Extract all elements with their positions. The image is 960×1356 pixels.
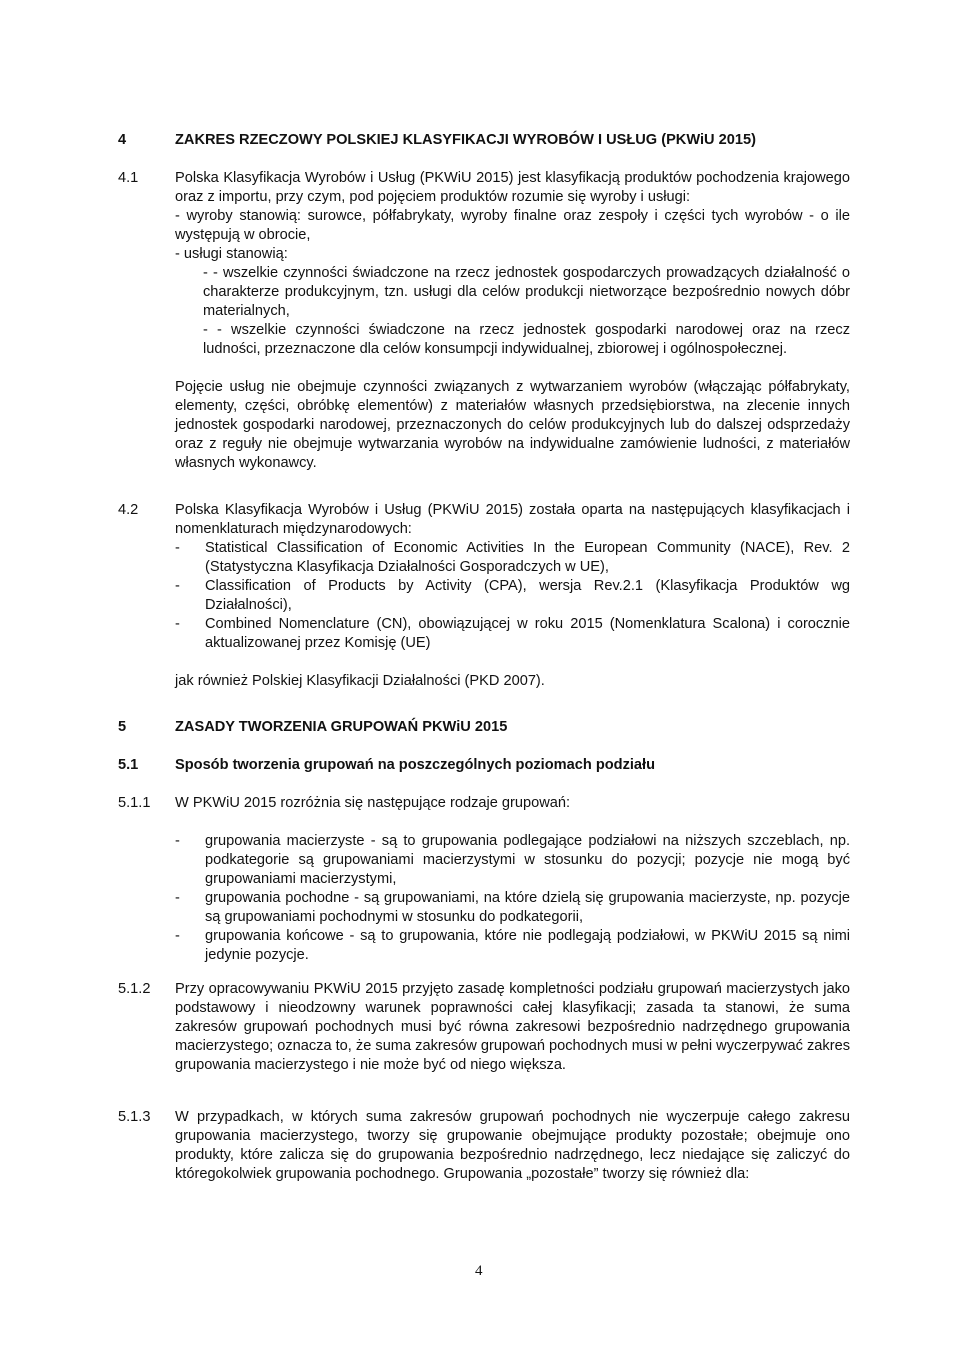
list-item: - usługi stanowią: — [175, 246, 288, 262]
list-item-text: grupowania końcowe - są to grupowania, które nie podlegają podziałowi, w PKWiU 2015 są nimi jedynie pozycje. — [205, 928, 850, 963]
paragraph: Pojęcie usług nie obejmuje czynności związanych z wytwarzaniem wyrobów (włączając półfabrykaty, elementy, części, obróbkę elementów) z materiałów własnych przedsiębiorstwa, na zlecenie innych jednostek gospodarki narodowej, przeznaczonych do celów produkcyjnych lub do dalszej odsprzedaży oraz z reguły nie obejmuje wytwarzania wyrobów na indywidualne zamówienie ludności, z materiałów własnych wykonawcy. — [175, 379, 850, 471]
dash-bullet: - — [175, 616, 180, 632]
section-body — [175, 980, 850, 1075]
sub-list-item: - - wszelkie czynności świadczone na rzecz jednostek gospodarki narodowej oraz na rzecz ludności, przeznaczone dla celów konsumpcji indywidualnej, zbiorowej i ogólnospołecznej. — [203, 322, 850, 357]
section-number: 5.1.1 — [118, 795, 151, 811]
paragraph: W przypadkach, w których suma zakresów grupowań pochodnych nie wyczerpuje całego zakresu grupowania macierzystego, tworzy się grupowanie obejmujące produkty pozostałe; obejmuje ono produkty, które zalicza się do grupowania bezpośrednio nadrzędnego, lecz niedające się zaliczyć do któregokolwiek grupowania pochodnego. Grupowania „pozostałe” tworzy się również dla: — [175, 1109, 850, 1182]
section-body — [175, 794, 850, 965]
section-body — [175, 1108, 850, 1184]
paragraph: W PKWiU 2015 rozróżnia się następujące rodzaje grupowań: — [175, 795, 571, 811]
paragraph: Przy opracowywaniu PKWiU 2015 przyjęto zasadę kompletności podziału grupowań macierzystych jako podstawowy i nieodzowny warunek poprawności całej klasyfikacji; zasada ta stanowi, że suma zakresów grupowań pochodnych musi być równa zakresowi bezpośrednio nadrzędnego grupowania macierzystego; oznacza to, że suma zakresów grupowań pochodnych musi w pełni wyczerpywać zakres grupowania macierzystego i nie może być od niego większa. — [175, 981, 850, 1073]
list-item-text: Combined Nomenclature (CN), obowiązującej w roku 2015 (Nomenklatura Scalona) i corocznie aktualizowanej przez Komisję (UE) — [205, 616, 850, 651]
section-number: 4.1 — [118, 170, 139, 186]
section-title: Sposób tworzenia grupowań na poszczególnych poziomach podziału — [175, 757, 656, 773]
section-title: ZAKRES RZECZOWY POLSKIEJ KLASYFIKACJI WYROBÓW I USŁUG (PKWiU 2015) — [175, 132, 756, 148]
dash-bullet: - — [175, 540, 180, 556]
list-item-text: grupowania pochodne - są grupowaniami, na które dzielą się grupowania macierzyste, np. pozycje są grupowaniami pochodnymi w stosunku do podkategorii, — [205, 890, 850, 925]
section-number: 5.1.3 — [118, 1109, 151, 1125]
section-number: 4 — [118, 132, 127, 148]
list-item — [175, 539, 850, 577]
dash-bullet: - — [175, 833, 180, 849]
list-item — [175, 927, 850, 965]
sub-list-item: - - wszelkie czynności świadczone na rzecz jednostek gospodarczych prowadzących działalność o charakterze produkcyjnym, tzn. usługi dla celów produkcji nietworzące bezpośrednio nowych dóbr materialnych, — [203, 265, 850, 319]
list-item — [175, 889, 850, 927]
list-item — [175, 832, 850, 889]
section-body — [175, 169, 850, 473]
section-number: 5 — [118, 719, 127, 735]
list-item-text: Classification of Products by Activity (CPA), wersja Rev.2.1 (Klasyfikacja Produktów wg Działalności), — [205, 578, 850, 613]
list-item — [175, 615, 850, 653]
section-number: 5.1.2 — [118, 981, 151, 997]
list-item-text: Statistical Classification of Economic Activities In the European Community (NACE), Rev. 2 (Statystyczna Klasyfikacja Działalności Gosporadczych w UE), — [205, 540, 850, 575]
section-number: 5.1 — [118, 757, 139, 773]
paragraph: Polska Klasyfikacja Wyrobów i Usług (PKWiU 2015) została oparta na następujących klasyfikacjach i nomenklaturach międzynarodowych: — [175, 502, 850, 537]
paragraph: Polska Klasyfikacja Wyrobów i Usług (PKWiU 2015) jest klasyfikacją produktów pochodzenia krajowego oraz z importu, przy czym, pod pojęciem produktów rozumie się wyroby i usługi: — [175, 170, 850, 205]
page-number: 4 — [475, 1263, 483, 1279]
dash-bullet: - — [175, 928, 180, 944]
section-number: 4.2 — [118, 502, 139, 518]
paragraph: jak również Polskiej Klasyfikacji Działalności (PKD 2007). — [175, 673, 545, 689]
list-item-text: grupowania macierzyste - są to grupowania podlegające podziałowi na niższych szczeblach, np. podkategorie są grupowaniami macierzystymi w stosunku do pozycji; pozycje nie mogą być grupowaniami macierzystymi, — [205, 833, 850, 887]
dash-bullet: - — [175, 578, 180, 594]
list-item: - wyroby stanowią: surowce, półfabrykaty, wyroby finalne oraz zespoły i części tych wyrobów - o ile występują w obrocie, — [175, 208, 850, 243]
list-item — [175, 577, 850, 615]
section-body — [175, 501, 850, 691]
section-title: ZASADY TWORZENIA GRUPOWAŃ PKWiU 2015 — [175, 719, 508, 735]
dash-bullet: - — [175, 890, 180, 906]
